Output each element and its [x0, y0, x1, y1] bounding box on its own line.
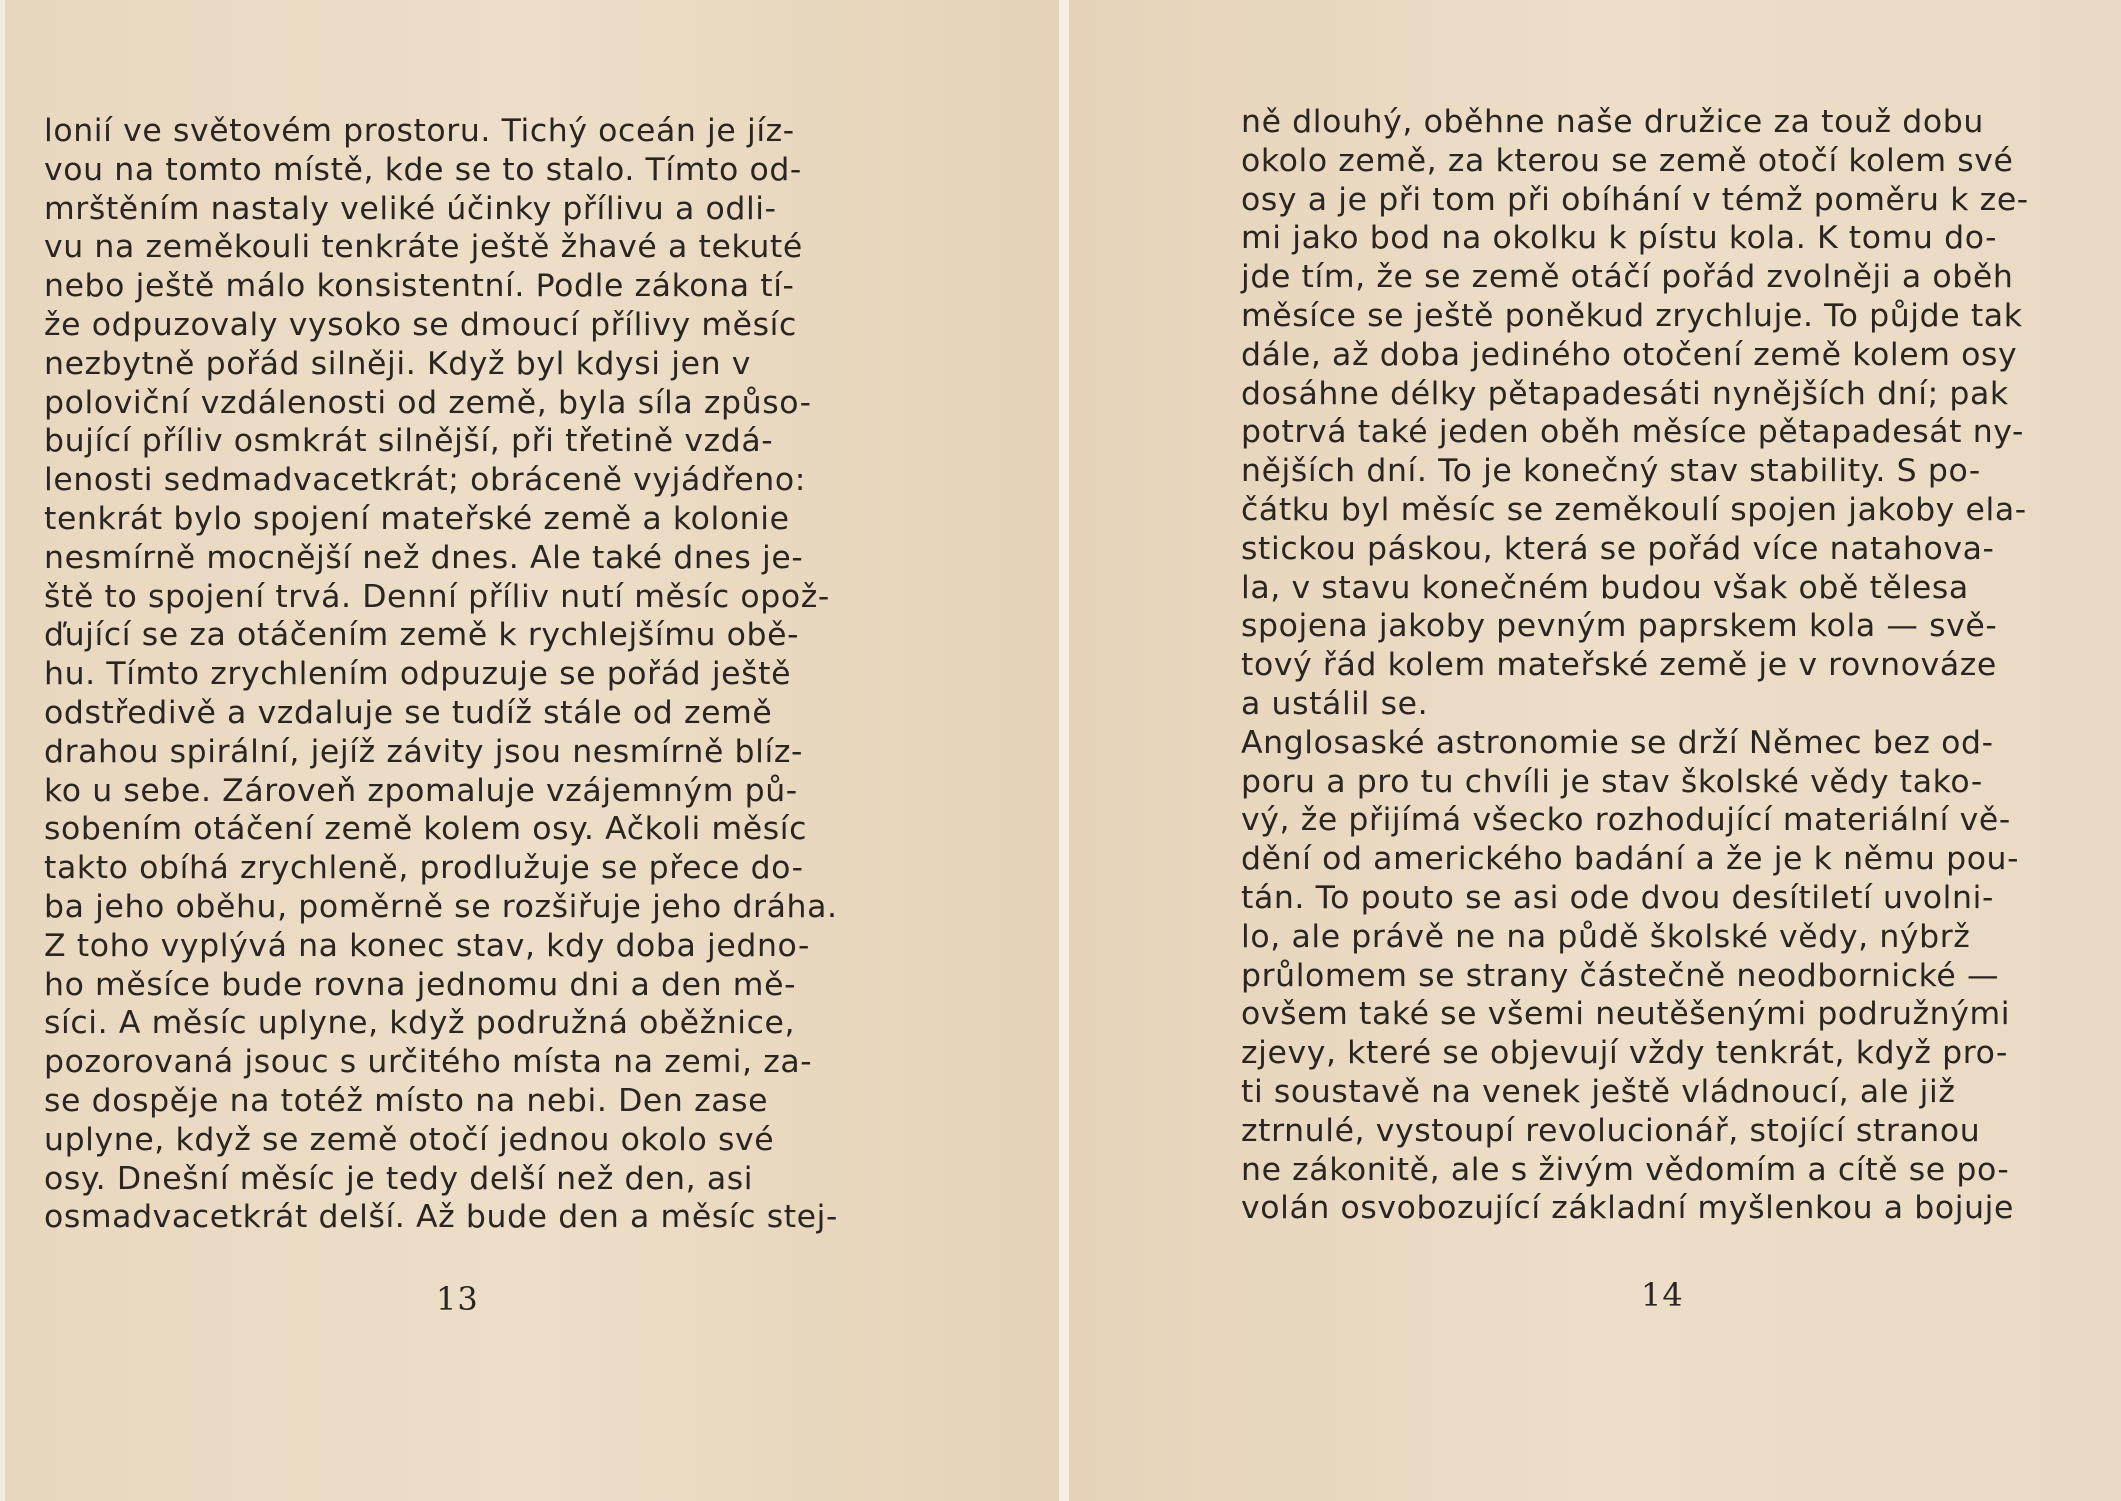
- text-line: ho měsíce bude rovna jednomu dni a den mě-: [44, 966, 797, 1003]
- book-gutter: [1059, 0, 1069, 1501]
- text-line: tový řád kolem mateřské země je v rovnováze: [1241, 647, 1997, 684]
- text-line: spojena jakoby pevným paprskem kola — svě-: [1241, 608, 1998, 645]
- text-line: hu. Tímto zrychlením odpuzuje se pořád ještě: [44, 656, 792, 693]
- text-line: měsíce se ještě poněkud zrychluje. To půjde tak: [1241, 297, 2023, 334]
- text-line: lonií ve světovém prostoru. Tichý oceán je jíz-: [44, 113, 795, 149]
- text-line: dění od amerického badání a že je k němu pou-: [1241, 841, 2020, 878]
- text-line: ovšem také se všemi neutěšenými podružnými: [1241, 996, 2011, 1033]
- text-line: stickou páskou, která se pořád více natahova-: [1241, 530, 1995, 567]
- text-line: uplyne, když se země otočí jednou okolo své: [44, 1121, 775, 1158]
- text-line: vu na zeměkouli tenkráte ještě žhavé a tekuté: [44, 229, 803, 266]
- text-line: bující příliv osmkrát silnější, při třetině vzdá-: [44, 423, 774, 460]
- text-line: ště to spojení trvá. Denní příliv nutí měsíc opož-: [44, 578, 830, 615]
- text-line: poloviční vzdálenosti od země, byla síla způso-: [44, 384, 812, 421]
- text-line: tán. To pouto se asi ode dvou desítiletí uvolni-: [1241, 879, 1994, 916]
- left-page: [5, 0, 1059, 1501]
- text-line: síci. A měsíc uplyne, když podružná oběžnice,: [44, 1005, 796, 1042]
- text-line: takto obíhá zrychleně, prodlužuje se přece do-: [44, 850, 804, 887]
- text-line: osy. Dnešní měsíc je tedy delší než den, asi: [44, 1160, 754, 1197]
- text-line: tenkrát bylo spojení mateřské země a kolonie: [44, 500, 790, 537]
- text-line: lenosti sedmadvacetkrát; obráceně vyjádřeno:: [44, 462, 806, 499]
- text-line: ďující se za otáčením země k rychlejšímu obě-: [44, 617, 800, 654]
- text-line: dále, až doba jediného otočení země kolem osy: [1241, 336, 2018, 373]
- text-line: ko u sebe. Zároveň zpomaluje vzájemným pů-: [44, 772, 798, 809]
- text-line: mrštěním nastaly veliké účinky přílivu a odli-: [44, 190, 777, 227]
- text-line: se dospěje na totéž místo na nebi. Den zase: [44, 1082, 769, 1119]
- text-line: nějších dní. To je konečný stav stability. S po-: [1241, 453, 1981, 490]
- text-line: zjevy, které se objevují vždy tenkrát, když pro-: [1241, 1035, 2009, 1072]
- text-line: la, v stavu konečném budou však obě tělesa: [1241, 569, 1969, 606]
- text-line: a ustálil se.: [1241, 685, 1429, 722]
- right-page-text: [1241, 103, 2076, 1228]
- text-line: volán osvobozující základní myšlenkou a bojuje: [1241, 1190, 2014, 1227]
- text-line: nesmírně mocnější než dnes. Ale také dnes je-: [44, 539, 804, 576]
- text-line: drahou spirální, jejíž závity jsou nesmírně blíz-: [44, 733, 803, 770]
- text-line: vou na tomto místě, kde se to stalo. Tímto od-: [44, 151, 802, 188]
- page-number-left: 13: [436, 1280, 479, 1318]
- text-line: osy a je při tom při obíhání v témž poměru k ze-: [1241, 181, 2029, 218]
- text-line: mi jako bod na okolku k pístu kola. K tomu do-: [1241, 220, 1998, 257]
- page-number-right: 14: [1641, 1276, 1684, 1314]
- text-line: že odpuzovaly vysoko se dmoucí přílivy měsíc: [44, 306, 797, 343]
- text-line: průlomem se strany částečně neodbornické —: [1241, 957, 2000, 994]
- text-line: osmadvacetkrát delší. Až bude den a měsíc stej-: [44, 1199, 838, 1236]
- left-page-text: [44, 112, 884, 1237]
- text-line: nezbytně pořád silněji. Když byl kdysi jen v: [44, 345, 751, 382]
- text-line: ztrnulé, vystoupí revolucionář, stojící stranou: [1241, 1112, 1981, 1149]
- text-line: dosáhne délky pětapadesáti nynějších dní; pak: [1241, 375, 2009, 412]
- text-line: nebo ještě málo konsistentní. Podle zákona tí-: [44, 268, 795, 305]
- right-page: [1069, 0, 2121, 1501]
- text-line: potrvá také jeden oběh měsíce pětapadesát ny-: [1241, 414, 2024, 451]
- text-line: čátku byl měsíc se zeměkoulí spojen jakoby ela-: [1241, 491, 2027, 528]
- text-line: ti soustavě na venek ještě vládnoucí, ale již: [1241, 1073, 1956, 1110]
- text-line: poru a pro tu chvíli je stav školské vědy tako-: [1241, 763, 1983, 800]
- text-line: ba jeho oběhu, poměrně se rozšiřuje jeho dráha.: [44, 888, 838, 925]
- text-line: okolo země, za kterou se země otočí kolem své: [1241, 142, 2014, 179]
- text-line: lo, ale právě ne na půdě školské vědy, nýbrž: [1241, 918, 1971, 955]
- text-line: odstředivě a vzdaluje se tudíž stále od země: [44, 694, 773, 731]
- text-line: ně dlouhý, oběhne naše družice za touž dobu: [1241, 104, 1984, 140]
- text-line: jde tím, že se země otáčí pořád zvolněji a oběh: [1241, 259, 2014, 296]
- text-line: pozorovaná jsouc s určitého místa na zemi, za-: [44, 1044, 813, 1081]
- text-line: vý, že přijímá všecko rozhodující materiální vě-: [1241, 802, 2011, 839]
- text-line: sobením otáčení země kolem osy. Ačkoli měsíc: [44, 811, 808, 848]
- text-line: Anglosaské astronomie se drží Němec bez od-: [1241, 724, 1994, 761]
- text-line: ne zákonitě, ale s živým vědomím a cítě se po-: [1241, 1151, 2010, 1188]
- text-line: Z toho vyplývá na konec stav, kdy doba jedno-: [44, 927, 810, 964]
